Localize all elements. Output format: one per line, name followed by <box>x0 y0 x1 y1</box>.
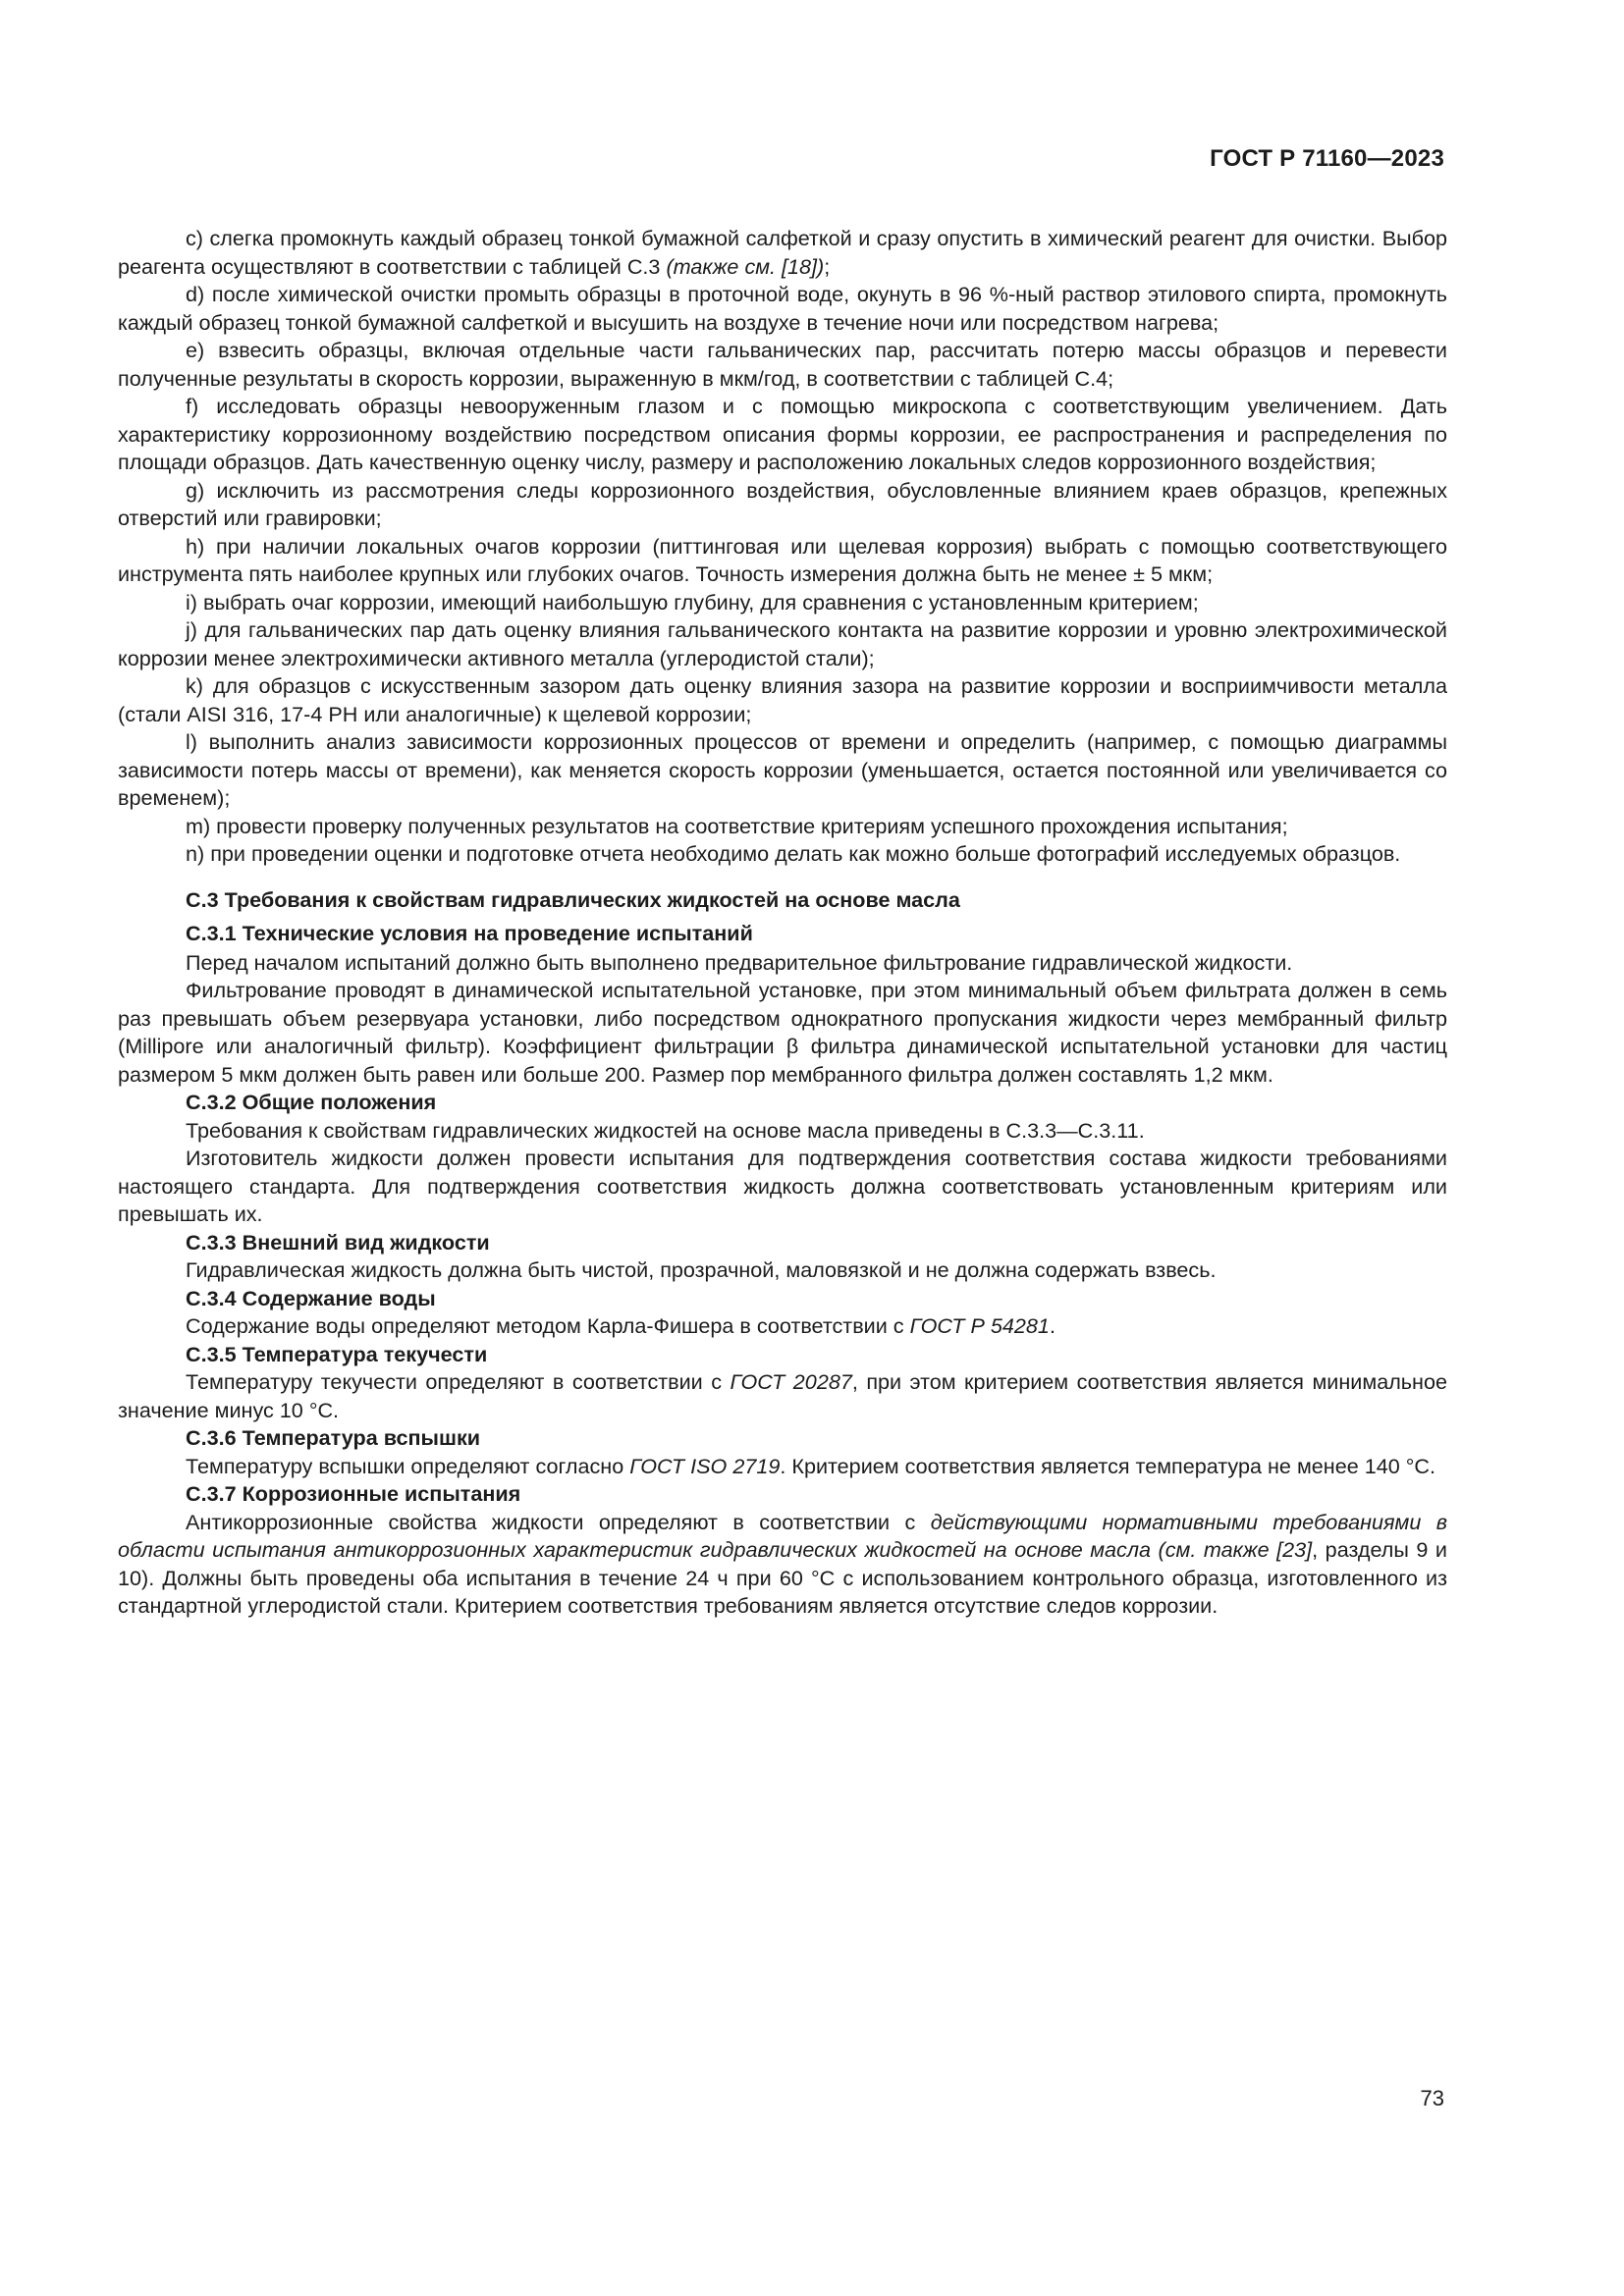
c31-paragraph-2: Фильтрование проводят в динамической испытательной установке, при этом минимальный объем фильтрата должен в семь раз превышать объем резервуара установки, либо посредством однократного пропускания жидкости через мембранный фильтр (Millipore или аналогичный фильтр). Коэффициент фильтрации β фильтра динамической испытательной установки для частиц размером 5 мкм должен быть равен или больше 200. Размер пор мембранного фильтра должен составлять 1,2 мкм. <box>118 978 1447 1087</box>
list-item-j: j) для гальванических пар дать оценку влияния гальванического контакта на развитие коррозии и уровню электрохимической коррозии менее электрохимически активного металла (углеродистой стали); <box>118 617 1447 670</box>
list-item-k: k) для образцов с искусственным зазором дать оценку влияния зазора на развитие коррозии и восприимчивости металла (стали AISI 316, 17-4 PH или аналогичные) к щелевой коррозии; <box>118 673 1447 726</box>
list-item-h: h) при наличии локальных очагов коррозии (питтинговая или щелевая коррозия) выбрать с помощью соответствующего инструмента пять наиболее крупных или глубоких очагов. Точность измерения должна быть не менее ± 5 мкм; <box>118 533 1447 586</box>
c34-paragraph-1: Содержание воды определяют методом Карла-Фишера в соответствии с ГОСТ Р 54281. <box>186 1313 1056 1338</box>
list-item-n: n) при проведении оценки и подготовке отчета необходимо делать как можно больше фотографий исследуемых образцов. <box>186 841 1401 866</box>
c35-paragraph-1: Температуру текучести определяют в соответствии с ГОСТ 20287, при этом критерием соответствия является минимальное значение минус 10 °С. <box>118 1369 1447 1422</box>
standard-reference: ГОСТ 20287 <box>730 1369 852 1394</box>
list-item-m: m) провести проверку полученных результатов на соответствие критериям успешного прохождения испытания; <box>186 813 1288 838</box>
subsection-c34-title: С.3.4 Содержание воды <box>186 1285 436 1310</box>
standard-reference: ГОСТ Р 54281 <box>909 1313 1050 1338</box>
document-header: ГОСТ Р 71160—2023 <box>1210 145 1444 172</box>
c37-paragraph-1: Антикоррозионные свойства жидкости определяют в соответствии с действующими нормативными требованиями в области испытания антикоррозионных характеристик гидравлических жидкостей на основе масла (см. также [23], разделы 9 и 10). Должны быть проведены оба испытания в течение 24 ч при 60 °С с использованием контрольного образца, изготовленного из стандартной углеродистой стали. Критерием соответствия требованиям является отсутствие следов коррозии. <box>118 1509 1447 1618</box>
subsection-c33-title: С.3.3 Внешний вид жидкости <box>186 1229 490 1255</box>
list-item-i: i) выбрать очаг коррозии, имеющий наибольшую глубину, для сравнения с установленным критерием; <box>186 589 1199 614</box>
list-item-g: g) исключить из рассмотрения следы коррозионного воздействия, обусловленные влиянием краев образцов, крепежных отверстий или гравировки; <box>118 477 1447 530</box>
subsection-c35-title: С.3.5 Температура текучести <box>186 1341 488 1366</box>
page-number: 73 <box>1420 2086 1444 2110</box>
c32-paragraph-1: Требования к свойствам гидравлических жидкостей на основе масла приведены в С.3.3—С.3.11. <box>186 1117 1145 1143</box>
list-item-e: e) взвесить образцы, включая отдельные части гальванических пар, рассчитать потерю массы образцов и перевести полученные результаты в скорость коррозии, выраженную в мкм/год, в соответствии с таблицей С.4; <box>118 338 1447 391</box>
subsection-c37-title: С.3.7 Коррозионные испытания <box>186 1481 521 1506</box>
list-item-c: c) слегка промокнуть каждый образец тонкой бумажной салфеткой и сразу опустить в химический реагент для очистки. Выбор реагента осуществляют в соответствии с таблицей С.3 (также см. [18]); <box>118 226 1447 279</box>
c31-paragraph-1: Перед началом испытаний должно быть выполнено предварительное фильтрование гидравлической жидкости. <box>186 949 1293 975</box>
c36-paragraph-1: Температуру вспышки определяют согласно ГОСТ ISO 2719. Критерием соответствия является температура не менее 140 °С. <box>186 1453 1435 1478</box>
c32-paragraph-2: Изготовитель жидкости должен провести испытания для подтверждения соответствия состава жидкости требованиями настоящего стандарта. Для подтверждения соответствия жидкость должна соответствовать установленным критериям или превышать их. <box>118 1146 1447 1226</box>
subsection-c36-title: С.3.6 Температура вспышки <box>186 1425 481 1450</box>
subsection-c32-title: С.3.2 Общие положения <box>186 1090 437 1114</box>
page-body <box>118 225 1447 1621</box>
list-item-l: l) выполнить анализ зависимости коррозионных процессов от времени и определить (например, с помощью диаграммы зависимости потерь массы от времени), как меняется скорость коррозии (уменьшается, остается постоянной или увеличивается со временем); <box>118 729 1447 810</box>
subsection-c31-title: С.3.1 Технические условия на проведение испытаний <box>186 921 753 945</box>
standard-reference: ГОСТ ISO 2719 <box>629 1453 781 1478</box>
section-c3-title: С.3 Требования к свойствам гидравлических жидкостей на основе масла <box>186 886 960 912</box>
c33-paragraph-1: Гидравлическая жидкость должна быть чистой, прозрачной, маловязкой и не должна содержать взвесь. <box>186 1257 1217 1282</box>
list-item-f: f) исследовать образцы невооруженным глазом и с помощью микроскопа с соответствующим увеличением. Дать характеристику коррозионному воздействию посредством описания формы коррозии, ее распространения и распределения по площади образцов. Дать качественную оценку числу, размеру и расположению локальных следов коррозионного воздействия; <box>118 394 1447 474</box>
list-item-d: d) после химической очистки промыть образцы в проточной воде, окунуть в 96 %-ный раствор этилового спирта, промокнуть каждый образец тонкой бумажной салфеткой и высушить на воздухе в течение ночи или посредством нагрева; <box>118 282 1447 335</box>
